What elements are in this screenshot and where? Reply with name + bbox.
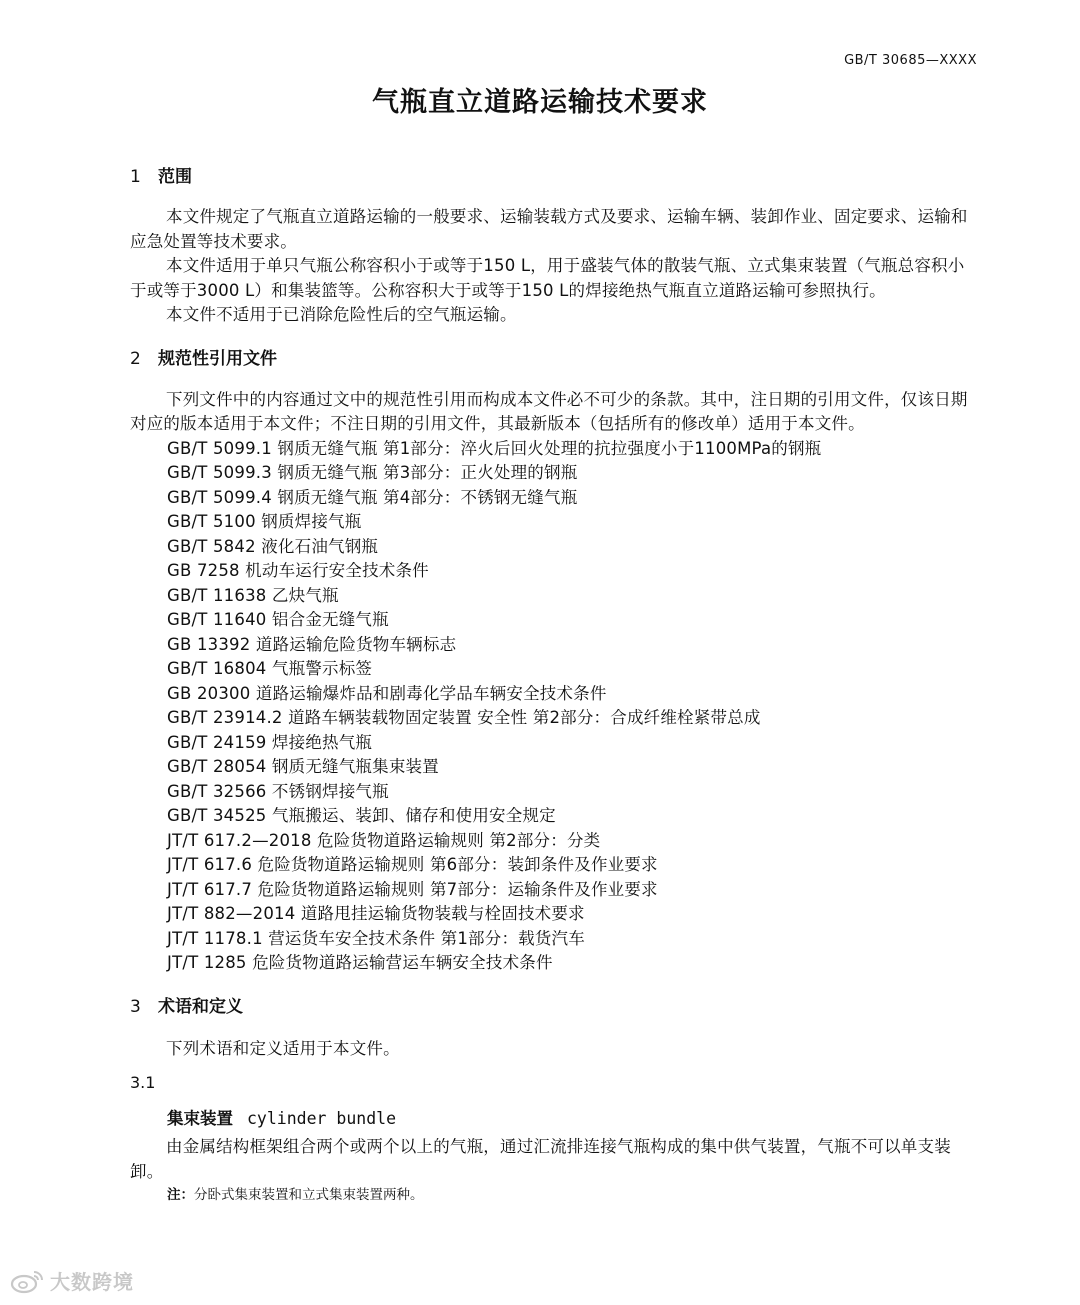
section-title: 规范性引用文件 [158, 348, 277, 369]
term-definition: 由金属结构框架组合两个或两个以上的气瓶，通过汇流排连接气瓶构成的集中供气装置，气瓶不可以单支装卸。 [130, 1137, 951, 1181]
term-entry [130, 1107, 980, 1131]
section-2-heading [130, 347, 980, 371]
paragraph: 本文件不适用于已消除危险性后的空气瓶运输。 [166, 305, 517, 324]
term-note [130, 1184, 980, 1206]
paragraph: 本文件适用于单只气瓶公称容积小于或等于150 L，用于盛装气体的散装气瓶、立式集束装置（气瓶总容积小于或等于3000 L）和集装篮等。公称容积大于或等于150 L的焊接绝热气瓶直立道路运输可参照执行。 [130, 256, 965, 300]
term-chinese: 集束装置 [167, 1109, 233, 1128]
reference-item: GB 13392 道路运输危险货物车辆标志 [167, 634, 457, 654]
paragraph: 下列文件中的内容通过文中的规范性引用而构成本文件必不可少的条款。其中，注日期的引用文件，仅该日期对应的版本适用于本文件；不注日期的引用文件，其最新版本（包括所有的修改单）适用于本文件。 [130, 389, 968, 433]
reference-item: GB 20300 道路运输爆炸品和剧毒化学品车辆安全技术条件 [167, 683, 607, 703]
paragraph: 本文件规定了气瓶直立道路运输的一般要求、运输装载方式及要求、运输车辆、装卸作业、固定要求、运输和应急处置等技术要求。 [130, 207, 968, 251]
term-english: cylinder bundle [247, 1109, 397, 1128]
reference-item: GB/T 23914.2 道路车辆装载物固定装置 安全性 第2部分：合成纤维栓紧带总成 [167, 708, 761, 727]
note-text: 分卧式集束装置和立式集束装置两种。 [194, 1187, 424, 1203]
subsection-number: 3.1 [130, 1073, 156, 1092]
reference-item: GB/T 5100 钢质焊接气瓶 [167, 512, 362, 531]
section-title: 范围 [158, 167, 192, 187]
section-number: 2 [130, 348, 141, 369]
section-1-heading [130, 165, 980, 189]
watermark-text: 大数跨境 [50, 1270, 134, 1294]
reference-item: GB/T 28054 钢质无缝气瓶集束装置 [167, 757, 439, 776]
reference-item: GB 7258 机动车运行安全技术条件 [167, 561, 429, 580]
reference-item: JT/T 617.7 危险货物道路运输规则 第7部分：运输条件及作业要求 [167, 879, 658, 899]
watermark [10, 1266, 134, 1295]
reference-item: GB/T 5099.3 钢质无缝气瓶 第3部分：正火处理的钢瓶 [167, 463, 578, 482]
reference-item: GB/T 11638 乙炔气瓶 [167, 585, 339, 605]
weibo-icon [10, 1268, 44, 1294]
reference-item: JT/T 1285 危险货物道路运输营运车辆安全技术条件 [167, 953, 553, 972]
section-number: 3 [130, 996, 141, 1017]
document-body [130, 165, 980, 1206]
section-title: 术语和定义 [158, 996, 243, 1017]
reference-item: JT/T 617.6 危险货物道路运输规则 第6部分：装卸条件及作业要求 [167, 855, 658, 874]
note-label: 注： [167, 1187, 194, 1203]
reference-item: GB/T 5099.1 钢质无缝气瓶 第1部分：淬火后回火处理的抗拉强度小于1100MPa的钢瓶 [167, 438, 822, 458]
reference-item: GB/T 24159 焊接绝热气瓶 [167, 732, 373, 752]
section-number: 1 [130, 167, 141, 187]
reference-item: GB/T 16804 气瓶警示标签 [167, 659, 373, 678]
paragraph: 下列术语和定义适用于本文件。 [166, 1038, 400, 1058]
reference-item: GB/T 32566 不锈钢焊接气瓶 [167, 781, 389, 801]
reference-item: JT/T 617.2—2018 危险货物道路运输规则 第2部分：分类 [167, 830, 601, 850]
document-number: GB/T 30685—XXXX [844, 53, 977, 68]
reference-item: GB/T 34525 气瓶搬运、装卸、储存和使用安全规定 [167, 806, 556, 825]
reference-item: GB/T 11640 铝合金无缝气瓶 [167, 610, 389, 629]
normative-references-list [130, 437, 980, 976]
document-title: 气瓶直立道路运输技术要求 [372, 87, 708, 118]
reference-item: GB/T 5842 液化石油气钢瓶 [167, 536, 379, 556]
reference-item: JT/T 882—2014 道路甩挂运输货物装载与栓固技术要求 [167, 904, 585, 923]
reference-item: GB/T 5099.4 钢质无缝气瓶 第4部分：不锈钢无缝气瓶 [167, 487, 578, 507]
reference-item: JT/T 1178.1 营运货车安全技术条件 第1部分：载货汽车 [167, 928, 585, 948]
section-3-heading [130, 995, 980, 1019]
